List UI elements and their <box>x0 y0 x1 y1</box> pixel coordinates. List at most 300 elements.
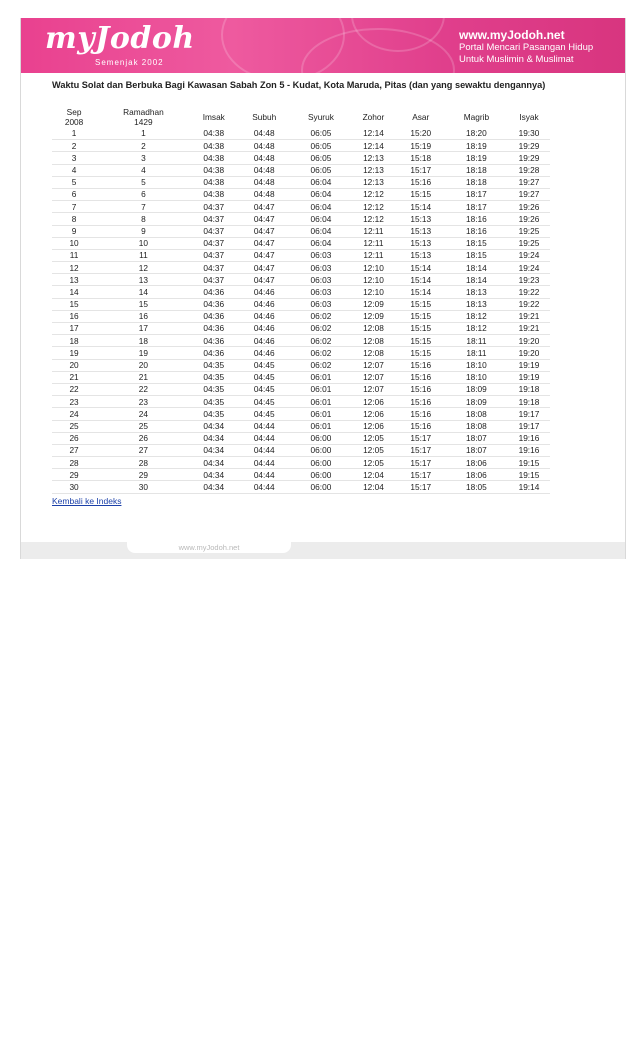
table-row <box>52 323 550 335</box>
cell-magrib: 18:18 <box>445 176 508 188</box>
cell-isyak: 19:18 <box>508 383 550 395</box>
cell-isyak: 19:26 <box>508 201 550 213</box>
cell-magrib: 18:10 <box>445 371 508 383</box>
cell-date: 16 <box>52 310 96 322</box>
cell-imsak: 04:35 <box>191 408 237 420</box>
cell-ramadhan: 12 <box>96 262 191 274</box>
cell-imsak: 04:36 <box>191 286 237 298</box>
cell-zohor: 12:12 <box>350 201 396 213</box>
cell-ramadhan: 8 <box>96 213 191 225</box>
site-logo[interactable] <box>45 21 195 67</box>
table-row <box>52 383 550 395</box>
cell-isyak: 19:29 <box>508 140 550 152</box>
cell-magrib: 18:11 <box>445 347 508 359</box>
table-row <box>52 286 550 298</box>
cell-zohor: 12:07 <box>350 383 396 395</box>
cell-magrib: 18:15 <box>445 237 508 249</box>
cell-magrib: 18:07 <box>445 432 508 444</box>
cell-subuh: 04:46 <box>237 335 292 347</box>
cell-asar: 15:17 <box>397 432 445 444</box>
cell-ramadhan: 24 <box>96 408 191 420</box>
table-row <box>52 188 550 200</box>
cell-magrib: 18:06 <box>445 469 508 481</box>
cell-ramadhan: 5 <box>96 176 191 188</box>
cell-asar: 15:16 <box>397 408 445 420</box>
cell-magrib: 18:19 <box>445 152 508 164</box>
cell-ramadhan: 28 <box>96 457 191 469</box>
cell-zohor: 12:06 <box>350 420 396 432</box>
cell-imsak: 04:38 <box>191 188 237 200</box>
cell-magrib: 18:20 <box>445 128 508 140</box>
cell-isyak: 19:21 <box>508 323 550 335</box>
cell-date: 17 <box>52 323 96 335</box>
cell-date: 15 <box>52 298 96 310</box>
cell-asar: 15:16 <box>397 420 445 432</box>
cell-imsak: 04:37 <box>191 274 237 286</box>
cell-date: 14 <box>52 286 96 298</box>
site-url: www.myJodoh.net <box>459 28 565 42</box>
cell-syuruk: 06:00 <box>292 432 351 444</box>
cell-syuruk: 06:01 <box>292 408 351 420</box>
cell-zohor: 12:11 <box>350 225 396 237</box>
cell-asar: 15:16 <box>397 359 445 371</box>
tagline-2: Untuk Muslimin & Muslimat <box>459 54 574 65</box>
cell-ramadhan: 27 <box>96 444 191 456</box>
cell-imsak: 04:35 <box>191 371 237 383</box>
cell-magrib: 18:12 <box>445 310 508 322</box>
cell-syuruk: 06:02 <box>292 323 351 335</box>
cell-syuruk: 06:01 <box>292 420 351 432</box>
cell-isyak: 19:21 <box>508 310 550 322</box>
cell-syuruk: 06:02 <box>292 347 351 359</box>
cell-ramadhan: 23 <box>96 396 191 408</box>
cell-isyak: 19:29 <box>508 152 550 164</box>
table-row <box>52 152 550 164</box>
header-imsak: Imsak <box>202 112 225 122</box>
cell-syuruk: 06:05 <box>292 140 351 152</box>
cell-imsak: 04:34 <box>191 432 237 444</box>
cell-syuruk: 06:00 <box>292 481 351 493</box>
cell-isyak: 19:20 <box>508 347 550 359</box>
cell-asar: 15:17 <box>397 469 445 481</box>
table-row <box>52 432 550 444</box>
table-row <box>52 457 550 469</box>
cell-asar: 15:16 <box>397 396 445 408</box>
cell-syuruk: 06:04 <box>292 201 351 213</box>
cell-isyak: 19:17 <box>508 408 550 420</box>
cell-imsak: 04:36 <box>191 335 237 347</box>
cell-imsak: 04:38 <box>191 140 237 152</box>
back-to-index-link[interactable]: Kembali ke Indeks <box>52 496 122 506</box>
cell-isyak: 19:15 <box>508 457 550 469</box>
cell-date: 24 <box>52 408 96 420</box>
cell-zohor: 12:11 <box>350 249 396 261</box>
table-row <box>52 335 550 347</box>
cell-date: 27 <box>52 444 96 456</box>
cell-asar: 15:14 <box>397 274 445 286</box>
cell-syuruk: 06:04 <box>292 188 351 200</box>
cell-imsak: 04:35 <box>191 396 237 408</box>
cell-subuh: 04:44 <box>237 432 292 444</box>
cell-date: 9 <box>52 225 96 237</box>
cell-zohor: 12:06 <box>350 396 396 408</box>
cell-imsak: 04:34 <box>191 481 237 493</box>
cell-syuruk: 06:05 <box>292 164 351 176</box>
cell-subuh: 04:47 <box>237 201 292 213</box>
header-hijri-year: 1429 <box>134 117 153 127</box>
header-year: 2008 <box>64 117 84 127</box>
cell-ramadhan: 17 <box>96 323 191 335</box>
cell-zohor: 12:04 <box>350 481 396 493</box>
cell-subuh: 04:46 <box>237 298 292 310</box>
cell-subuh: 04:48 <box>237 176 292 188</box>
cell-syuruk: 06:03 <box>292 249 351 261</box>
header-ramadhan: Ramadhan <box>123 107 164 117</box>
cell-subuh: 04:46 <box>237 323 292 335</box>
site-info <box>459 28 593 66</box>
cell-date: 8 <box>52 213 96 225</box>
cell-imsak: 04:37 <box>191 262 237 274</box>
cell-asar: 15:13 <box>397 249 445 261</box>
cell-date: 22 <box>52 383 96 395</box>
cell-date: 29 <box>52 469 96 481</box>
cell-zohor: 12:05 <box>350 432 396 444</box>
cell-asar: 15:17 <box>397 457 445 469</box>
table-row <box>52 310 550 322</box>
cell-asar: 15:15 <box>397 335 445 347</box>
cell-imsak: 04:36 <box>191 298 237 310</box>
cell-subuh: 04:48 <box>237 188 292 200</box>
cell-magrib: 18:15 <box>445 249 508 261</box>
cell-asar: 15:15 <box>397 298 445 310</box>
cell-subuh: 04:44 <box>237 420 292 432</box>
cell-date: 10 <box>52 237 96 249</box>
cell-ramadhan: 3 <box>96 152 191 164</box>
cell-magrib: 18:09 <box>445 383 508 395</box>
page-title: Waktu Solat dan Berbuka Bagi Kawasan Sabah Zon 5 - Kudat, Kota Maruda, Pitas (dan yang sewaktu dengannya) <box>52 80 546 90</box>
cell-subuh: 04:44 <box>237 481 292 493</box>
cell-syuruk: 06:03 <box>292 298 351 310</box>
cell-imsak: 04:34 <box>191 420 237 432</box>
cell-zohor: 12:08 <box>350 335 396 347</box>
table-row <box>52 469 550 481</box>
cell-isyak: 19:22 <box>508 286 550 298</box>
cell-asar: 15:17 <box>397 481 445 493</box>
cell-syuruk: 06:01 <box>292 383 351 395</box>
cell-imsak: 04:37 <box>191 237 237 249</box>
cell-magrib: 18:11 <box>445 335 508 347</box>
cell-date: 3 <box>52 152 96 164</box>
cell-imsak: 04:34 <box>191 444 237 456</box>
cell-zohor: 12:10 <box>350 262 396 274</box>
cell-asar: 15:15 <box>397 323 445 335</box>
cell-imsak: 04:35 <box>191 359 237 371</box>
table-row <box>52 481 550 493</box>
logo-text: myJodoh <box>45 21 195 56</box>
cell-imsak: 04:38 <box>191 176 237 188</box>
table-row <box>52 444 550 456</box>
cell-magrib: 18:13 <box>445 286 508 298</box>
cell-zohor: 12:05 <box>350 444 396 456</box>
cell-imsak: 04:37 <box>191 225 237 237</box>
cell-magrib: 18:16 <box>445 213 508 225</box>
table-row <box>52 262 550 274</box>
cell-ramadhan: 10 <box>96 237 191 249</box>
table-row <box>52 140 550 152</box>
cell-subuh: 04:48 <box>237 140 292 152</box>
cell-magrib: 18:08 <box>445 420 508 432</box>
header-zohor: Zohor <box>362 112 385 122</box>
table-row <box>52 249 550 261</box>
cell-imsak: 04:38 <box>191 128 237 140</box>
cell-syuruk: 06:04 <box>292 237 351 249</box>
cell-isyak: 19:19 <box>508 359 550 371</box>
cell-asar: 15:14 <box>397 201 445 213</box>
cell-zohor: 12:14 <box>350 128 396 140</box>
cell-subuh: 04:47 <box>237 237 292 249</box>
cell-subuh: 04:48 <box>237 164 292 176</box>
cell-isyak: 19:17 <box>508 420 550 432</box>
cell-subuh: 04:45 <box>237 359 292 371</box>
cell-subuh: 04:45 <box>237 396 292 408</box>
cell-subuh: 04:47 <box>237 262 292 274</box>
cell-ramadhan: 22 <box>96 383 191 395</box>
cell-syuruk: 06:03 <box>292 286 351 298</box>
cell-magrib: 18:06 <box>445 457 508 469</box>
cell-date: 20 <box>52 359 96 371</box>
cell-asar: 15:15 <box>397 347 445 359</box>
header-month: Sep <box>66 107 82 117</box>
cell-asar: 15:17 <box>397 444 445 456</box>
table-row <box>52 298 550 310</box>
cell-isyak: 19:30 <box>508 128 550 140</box>
table-body <box>52 128 550 493</box>
cell-ramadhan: 25 <box>96 420 191 432</box>
footer-bar <box>21 542 625 559</box>
header-magrib: Magrib <box>463 112 490 122</box>
cell-isyak: 19:24 <box>508 262 550 274</box>
cell-ramadhan: 18 <box>96 335 191 347</box>
cell-asar: 15:17 <box>397 164 445 176</box>
cell-subuh: 04:47 <box>237 249 292 261</box>
cell-subuh: 04:46 <box>237 310 292 322</box>
cell-asar: 15:16 <box>397 176 445 188</box>
cell-asar: 15:14 <box>397 262 445 274</box>
cell-ramadhan: 1 <box>96 128 191 140</box>
cell-zohor: 12:04 <box>350 469 396 481</box>
cell-syuruk: 06:01 <box>292 371 351 383</box>
cell-zohor: 12:10 <box>350 274 396 286</box>
cell-zohor: 12:07 <box>350 371 396 383</box>
cell-zohor: 12:06 <box>350 408 396 420</box>
cell-isyak: 19:16 <box>508 444 550 456</box>
prayer-times-table <box>52 106 550 494</box>
cell-subuh: 04:47 <box>237 213 292 225</box>
cell-date: 5 <box>52 176 96 188</box>
cell-imsak: 04:34 <box>191 469 237 481</box>
cell-zohor: 12:13 <box>350 164 396 176</box>
cell-isyak: 19:24 <box>508 249 550 261</box>
cell-magrib: 18:12 <box>445 323 508 335</box>
cell-subuh: 04:45 <box>237 371 292 383</box>
cell-magrib: 18:08 <box>445 408 508 420</box>
cell-subuh: 04:45 <box>237 383 292 395</box>
table-row <box>52 347 550 359</box>
cell-date: 7 <box>52 201 96 213</box>
cell-date: 26 <box>52 432 96 444</box>
cell-ramadhan: 26 <box>96 432 191 444</box>
table-row <box>52 274 550 286</box>
cell-subuh: 04:46 <box>237 347 292 359</box>
cell-magrib: 18:16 <box>445 225 508 237</box>
cell-date: 12 <box>52 262 96 274</box>
cell-date: 18 <box>52 335 96 347</box>
cell-magrib: 18:18 <box>445 164 508 176</box>
cell-subuh: 04:44 <box>237 444 292 456</box>
cell-asar: 15:16 <box>397 371 445 383</box>
table-row <box>52 396 550 408</box>
cell-zohor: 12:08 <box>350 347 396 359</box>
cell-asar: 15:13 <box>397 237 445 249</box>
header-banner <box>21 18 625 73</box>
cell-ramadhan: 29 <box>96 469 191 481</box>
cell-asar: 15:16 <box>397 383 445 395</box>
cell-isyak: 19:26 <box>508 213 550 225</box>
cell-asar: 15:18 <box>397 152 445 164</box>
table-row <box>52 371 550 383</box>
cell-isyak: 19:27 <box>508 176 550 188</box>
logo-subtitle: Semenjak 2002 <box>95 58 164 67</box>
cell-imsak: 04:36 <box>191 310 237 322</box>
cell-asar: 15:20 <box>397 128 445 140</box>
cell-asar: 15:15 <box>397 188 445 200</box>
footer-watermark: www.myJodoh.net <box>127 542 291 553</box>
cell-syuruk: 06:02 <box>292 359 351 371</box>
cell-zohor: 12:05 <box>350 457 396 469</box>
cell-date: 19 <box>52 347 96 359</box>
cell-asar: 15:14 <box>397 286 445 298</box>
table-row <box>52 359 550 371</box>
cell-imsak: 04:37 <box>191 213 237 225</box>
table-row <box>52 164 550 176</box>
cell-zohor: 12:10 <box>350 286 396 298</box>
cell-syuruk: 06:02 <box>292 335 351 347</box>
cell-magrib: 18:14 <box>445 274 508 286</box>
cell-zohor: 12:09 <box>350 310 396 322</box>
cell-imsak: 04:36 <box>191 347 237 359</box>
cell-syuruk: 06:05 <box>292 152 351 164</box>
cell-magrib: 18:14 <box>445 262 508 274</box>
cell-magrib: 18:17 <box>445 201 508 213</box>
cell-ramadhan: 7 <box>96 201 191 213</box>
cell-syuruk: 06:00 <box>292 444 351 456</box>
cell-syuruk: 06:00 <box>292 457 351 469</box>
cell-zohor: 12:12 <box>350 213 396 225</box>
table-row <box>52 225 550 237</box>
cell-isyak: 19:19 <box>508 371 550 383</box>
cell-ramadhan: 2 <box>96 140 191 152</box>
cell-ramadhan: 11 <box>96 249 191 261</box>
cell-isyak: 19:28 <box>508 164 550 176</box>
cell-syuruk: 06:03 <box>292 262 351 274</box>
cell-imsak: 04:34 <box>191 457 237 469</box>
cell-asar: 15:13 <box>397 225 445 237</box>
table-row <box>52 128 550 140</box>
cell-imsak: 04:38 <box>191 152 237 164</box>
table-row <box>52 213 550 225</box>
cell-zohor: 12:09 <box>350 298 396 310</box>
cell-isyak: 19:25 <box>508 225 550 237</box>
cell-syuruk: 06:01 <box>292 396 351 408</box>
cell-magrib: 18:07 <box>445 444 508 456</box>
cell-ramadhan: 20 <box>96 359 191 371</box>
cell-zohor: 12:12 <box>350 188 396 200</box>
table-header-row <box>52 106 550 128</box>
header-asar: Asar <box>412 112 430 122</box>
cell-syuruk: 06:03 <box>292 274 351 286</box>
cell-subuh: 04:44 <box>237 457 292 469</box>
cell-magrib: 18:13 <box>445 298 508 310</box>
tagline-1: Portal Mencari Pasangan Hidup <box>459 42 594 53</box>
cell-date: 13 <box>52 274 96 286</box>
cell-imsak: 04:37 <box>191 201 237 213</box>
cell-zohor: 12:13 <box>350 176 396 188</box>
cell-date: 23 <box>52 396 96 408</box>
cell-magrib: 18:17 <box>445 188 508 200</box>
cell-ramadhan: 9 <box>96 225 191 237</box>
cell-isyak: 19:16 <box>508 432 550 444</box>
cell-zohor: 12:07 <box>350 359 396 371</box>
cell-imsak: 04:35 <box>191 383 237 395</box>
table-row <box>52 408 550 420</box>
cell-ramadhan: 14 <box>96 286 191 298</box>
header-date <box>52 106 96 128</box>
cell-isyak: 19:15 <box>508 469 550 481</box>
cell-ramadhan: 19 <box>96 347 191 359</box>
cell-isyak: 19:20 <box>508 335 550 347</box>
cell-magrib: 18:05 <box>445 481 508 493</box>
table-row <box>52 176 550 188</box>
table-row <box>52 201 550 213</box>
cell-zohor: 12:14 <box>350 140 396 152</box>
cell-ramadhan: 13 <box>96 274 191 286</box>
cell-date: 11 <box>52 249 96 261</box>
cell-magrib: 18:10 <box>445 359 508 371</box>
cell-isyak: 19:22 <box>508 298 550 310</box>
cell-ramadhan: 4 <box>96 164 191 176</box>
cell-asar: 15:19 <box>397 140 445 152</box>
cell-date: 2 <box>52 140 96 152</box>
cell-zohor: 12:11 <box>350 237 396 249</box>
cell-syuruk: 06:04 <box>292 225 351 237</box>
cell-asar: 15:13 <box>397 213 445 225</box>
header-syuruk: Syuruk <box>308 112 334 122</box>
cell-asar: 15:15 <box>397 310 445 322</box>
cell-subuh: 04:47 <box>237 274 292 286</box>
cell-ramadhan: 30 <box>96 481 191 493</box>
cell-imsak: 04:36 <box>191 323 237 335</box>
cell-subuh: 04:44 <box>237 469 292 481</box>
cell-isyak: 19:25 <box>508 237 550 249</box>
cell-syuruk: 06:00 <box>292 469 351 481</box>
cell-date: 6 <box>52 188 96 200</box>
header-isyak: Isyak <box>519 112 539 122</box>
cell-subuh: 04:47 <box>237 225 292 237</box>
cell-date: 30 <box>52 481 96 493</box>
cell-ramadhan: 21 <box>96 371 191 383</box>
cell-date: 25 <box>52 420 96 432</box>
cell-date: 28 <box>52 457 96 469</box>
